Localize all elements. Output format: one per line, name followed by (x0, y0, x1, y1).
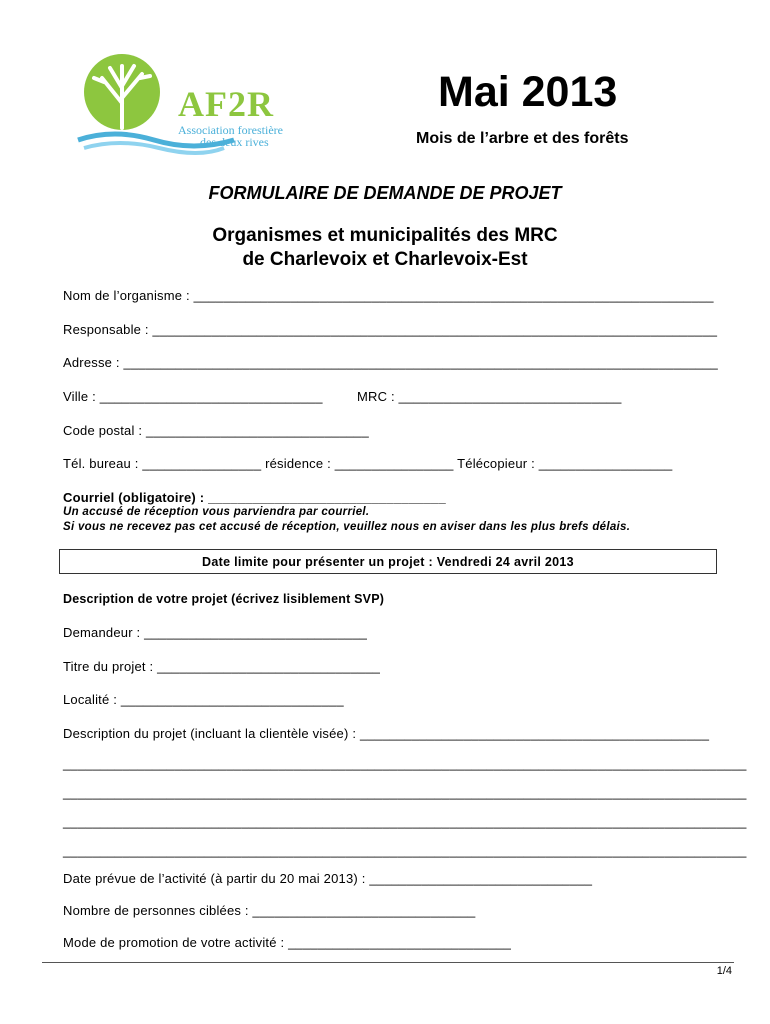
deadline-box: Date limite pour présenter un projet : Vendredi 24 avril 2013 (59, 549, 717, 574)
field-demandeur[interactable]: Demandeur : ______________________________ (63, 625, 368, 640)
footer-divider (42, 962, 734, 963)
logo-subtitle-2: des deux rives (200, 135, 269, 149)
field-titre-projet[interactable]: Titre du projet : ______________________________ (63, 659, 381, 674)
field-description-projet[interactable]: Description du projet (incluant la clientèle visée) : _______________________________________________ (63, 726, 710, 741)
month-subtitle: Mois de l’arbre et des forêts (416, 130, 629, 147)
field-mrc[interactable]: MRC : ______________________________ (357, 389, 622, 404)
page-number: 1/4 (716, 965, 732, 977)
field-localite[interactable]: Localité : ______________________________ (63, 692, 344, 707)
month-title: Mai 2013 (438, 68, 618, 116)
field-code-postal[interactable]: Code postal : ______________________________ (63, 423, 369, 438)
field-nom-organisme[interactable]: Nom de l’organisme : ______________________________________________________________________ (63, 288, 714, 303)
field-responsable[interactable]: Responsable : ____________________________________________________________________________ (63, 322, 718, 337)
form-title: FORMULAIRE DE DEMANDE DE PROJET (208, 183, 562, 203)
description-blank-line[interactable]: ____________________________________________________________________________________________ (63, 814, 747, 829)
logo-name: AF2R (178, 84, 274, 124)
logo-text (178, 86, 283, 148)
logo-subtitle-1: Association forestière (178, 123, 283, 137)
field-telephone[interactable]: Tél. bureau : ________________ résidence : ________________ Télécopieur : __________________ (63, 456, 673, 471)
description-blank-line[interactable]: ____________________________________________________________________________________________ (63, 756, 747, 771)
field-nombre-personnes[interactable]: Nombre de personnes ciblées : ______________________________ (63, 903, 476, 918)
description-blank-line[interactable]: ____________________________________________________________________________________________ (63, 785, 747, 800)
organisation-title (0, 224, 770, 272)
description-heading: Description de votre projet (écrivez lisiblement SVP) (63, 592, 385, 606)
note-line-1: Un accusé de réception vous parviendra par courriel. (63, 506, 370, 518)
field-courriel[interactable]: Courriel (obligatoire) : ________________________________ (63, 490, 446, 505)
field-date-prevue[interactable]: Date prévue de l’activité (à partir du 20 mai 2013) : ______________________________ (63, 871, 593, 886)
field-ville[interactable]: Ville : ______________________________ (63, 389, 323, 404)
note-line-2: Si vous ne recevez pas cet accusé de réception, veuillez nous en aviser dans les plus brefs délais. (63, 521, 631, 533)
organisation-title-line-2: de Charlevoix et Charlevoix-Est (242, 249, 528, 270)
field-mode-promotion[interactable]: Mode de promotion de votre activité : ______________________________ (63, 935, 512, 950)
organisation-title-line-1: Organismes et municipalités des MRC (212, 225, 558, 246)
field-adresse[interactable]: Adresse : ________________________________________________________________________________ (63, 355, 718, 370)
description-blank-line[interactable]: ____________________________________________________________________________________________ (63, 843, 747, 858)
